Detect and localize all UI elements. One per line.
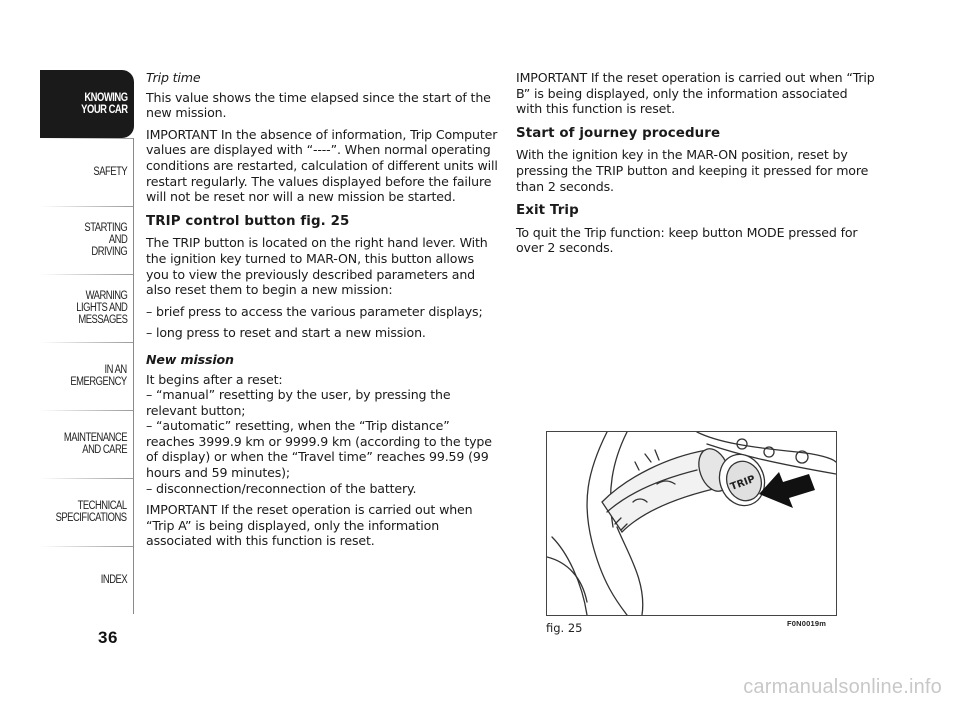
tab-label: STARTING AND DRIVING xyxy=(84,222,127,258)
tab-label: KNOWING YOUR CAR xyxy=(81,92,128,116)
watermark: carmanualsonline.info xyxy=(743,676,942,698)
tab-starting-and-driving[interactable] xyxy=(40,206,134,274)
trip-button-label: TRIP xyxy=(729,473,757,493)
figure-caption: fig. 25 xyxy=(546,621,583,635)
chapter-sidebar xyxy=(40,70,134,614)
automatic-reset-item: – “automatic” resetting, when the “Trip distance” reaches 3999.9 km or 9999.9 km (according to the type of display) or when the “Travel time” reaches 99.59 (99 hours and 59 minutes); xyxy=(146,418,492,481)
tab-label: SAFETY xyxy=(93,166,127,178)
trip-time-heading: Trip time xyxy=(146,70,201,85)
trip-button-text: The TRIP button is located on the right hand lever. With the ignition key turned to MAR-ON, this button allows you to view the previously described parameters and also reset them to begin a new mission: xyxy=(146,235,488,298)
right-column xyxy=(516,70,876,262)
tab-index[interactable] xyxy=(40,546,134,614)
tab-label: INDEX xyxy=(100,574,127,586)
tab-technical-specifications[interactable] xyxy=(40,478,134,546)
tab-label: WARNING LIGHTS AND MESSAGES xyxy=(75,290,127,326)
start-journey-text: With the ignition key in the MAR-ON position, reset by pressing the TRIP button and keeping it pressed for more than 2 seconds. xyxy=(516,147,869,194)
tab-knowing-your-car[interactable] xyxy=(40,70,134,138)
tab-maintenance[interactable] xyxy=(40,410,134,478)
long-press-item: – long press to reset and start a new mission. xyxy=(146,325,426,341)
steering-lever-drawing xyxy=(547,432,836,615)
brief-press-item: – brief press to access the various parameter displays; xyxy=(146,303,483,319)
figure-code: F0N0019m xyxy=(787,619,827,628)
tab-safety[interactable] xyxy=(40,138,134,206)
battery-item: – disconnection/reconnection of the battery. xyxy=(146,480,417,496)
manual-reset-item: – “manual” resetting by the user, by pressing the relevant button; xyxy=(146,387,451,418)
new-mission-intro: It begins after a reset: xyxy=(146,371,283,387)
important-note: IMPORTANT If the reset operation is carried out when “Trip B” is being displayed, only the information associated with this function is reset. xyxy=(516,70,875,117)
exit-trip-text: To quit the Trip function: keep button MODE pressed for over 2 seconds. xyxy=(516,224,858,256)
new-mission-heading: New mission xyxy=(146,351,234,367)
page-number: 36 xyxy=(98,628,118,647)
important-note: IMPORTANT If the reset operation is carried out when “Trip A” is being displayed, only the information associated with this function is reset. xyxy=(146,502,473,549)
left-column xyxy=(146,70,498,555)
trip-button-heading: TRIP control button fig. 25 xyxy=(146,213,350,229)
start-journey-heading: Start of journey procedure xyxy=(516,125,721,141)
tab-warning-lights[interactable] xyxy=(40,274,134,342)
arrow-icon xyxy=(759,472,815,508)
tab-label: IN AN EMERGENCY xyxy=(70,364,127,388)
trip-time-text: This value shows the time elapsed since the start of the new mission. xyxy=(146,89,491,121)
tab-label: TECHNICAL SPECIFICATIONS xyxy=(55,500,127,524)
tab-label: MAINTENANCE AND CARE xyxy=(63,432,127,456)
exit-trip-heading: Exit Trip xyxy=(516,203,579,219)
trip-lever-illustration xyxy=(546,431,837,616)
important-note: IMPORTANT In the absence of information, Trip Computer values are displayed with “----”. When normal operating conditions are restarted, calculation of different units will restart regularly. The values displayed before the failure will not be reset nor will a new mission be started. xyxy=(146,126,498,205)
tab-in-an-emergency[interactable] xyxy=(40,342,134,410)
